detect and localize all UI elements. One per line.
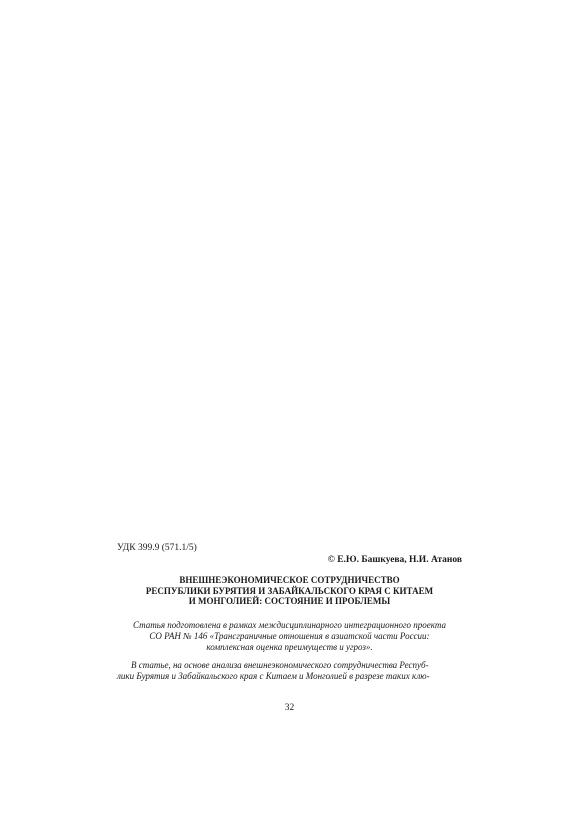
udc-code: УДК 399.9 (571.1/5) <box>117 543 197 553</box>
title-line: И МОНГОЛИЕЙ: СОСТОЯНИЕ И ПРОБЛЕМЫ <box>188 596 391 606</box>
article-authors: © Е.Ю. Башкуева, Н.И. Атанов <box>327 555 462 565</box>
note-line: комплексная оценка преимуществ и угроз». <box>206 642 373 652</box>
title-line: ВНЕШНЕЭКОНОМИЧЕСКОЕ СОТРУДНИЧЕСТВО <box>179 575 400 585</box>
note-line: Статья подготовлена в рамках междисциплинарного интеграционного проекта <box>132 620 446 630</box>
abstract-line: В статье, на основе анализа внешнеэкономического сотрудничества Респуб- <box>131 660 429 670</box>
article-title <box>117 575 462 607</box>
abstract-line: лики Бурятия и Забайкальского края с Китаем и Монголией в разрезе таких клю- <box>117 671 430 681</box>
funding-note <box>117 620 462 653</box>
page-number: 32 <box>284 703 295 713</box>
note-line: СО РАН № 146 «Трансграничные отношения в азиатской части России: <box>149 631 430 641</box>
abstract-paragraph <box>117 660 462 682</box>
title-line: РЕСПУБЛИКИ БУРЯТИЯ И ЗАБАЙКАЛЬСКОГО КРАЯ С КИТАЕМ <box>145 585 434 596</box>
